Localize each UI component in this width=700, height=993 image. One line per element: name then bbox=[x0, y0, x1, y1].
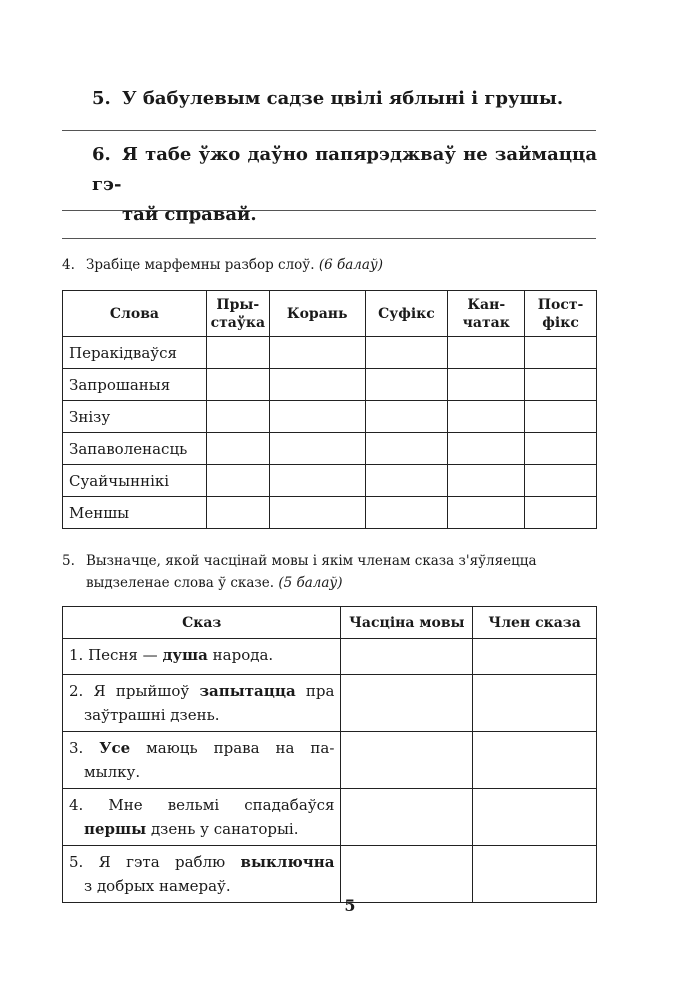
table-row bbox=[63, 401, 597, 433]
table-row bbox=[63, 497, 597, 529]
table-row bbox=[63, 846, 597, 903]
header-root: Корань bbox=[269, 291, 365, 337]
answer-cell[interactable] bbox=[269, 369, 365, 401]
text: 5. Я гэта раблю bbox=[69, 853, 241, 871]
text: 3. bbox=[69, 739, 100, 757]
answer-cell[interactable] bbox=[365, 401, 448, 433]
table-row bbox=[63, 732, 597, 789]
answer-cell[interactable] bbox=[448, 337, 525, 369]
header-postfix: Пост- фікс bbox=[525, 291, 597, 337]
task-text: Зрабіце марфемны разбор слоў. bbox=[86, 257, 315, 273]
header-ending: Кан- чатак bbox=[448, 291, 525, 337]
answer-cell[interactable] bbox=[473, 639, 597, 675]
sentence-cell bbox=[63, 846, 341, 903]
answer-cell[interactable] bbox=[341, 639, 473, 675]
task-number: 5. bbox=[62, 553, 75, 569]
answer-cell[interactable] bbox=[473, 846, 597, 903]
answer-cell[interactable] bbox=[341, 846, 473, 903]
text: народа. bbox=[207, 646, 274, 664]
answer-line[interactable] bbox=[62, 238, 596, 239]
answer-cell[interactable] bbox=[269, 465, 365, 497]
task-number: 4. bbox=[62, 257, 75, 273]
sentence-text-line2: тай справай. bbox=[122, 204, 257, 225]
sentence-5 bbox=[92, 84, 597, 114]
answer-cell[interactable] bbox=[448, 369, 525, 401]
sentence-6 bbox=[92, 140, 597, 230]
page-number: 5 bbox=[344, 896, 356, 915]
answer-cell[interactable] bbox=[365, 337, 448, 369]
task-points: (5 балаў) bbox=[278, 575, 343, 591]
header-sentence-member: Член сказа bbox=[473, 607, 597, 639]
morpheme-table bbox=[62, 290, 597, 529]
answer-cell[interactable] bbox=[448, 433, 525, 465]
sentence-number: 5. bbox=[92, 88, 111, 109]
answer-cell[interactable] bbox=[341, 789, 473, 846]
sentence-cell bbox=[63, 639, 341, 675]
answer-cell[interactable] bbox=[473, 675, 597, 732]
table-row bbox=[63, 675, 597, 732]
answer-cell[interactable] bbox=[525, 497, 597, 529]
answer-line[interactable] bbox=[62, 130, 596, 131]
answer-cell[interactable] bbox=[269, 337, 365, 369]
answer-cell[interactable] bbox=[448, 401, 525, 433]
header-word: Слова bbox=[63, 291, 207, 337]
answer-cell[interactable] bbox=[269, 433, 365, 465]
answer-cell[interactable] bbox=[341, 675, 473, 732]
answer-cell[interactable] bbox=[473, 732, 597, 789]
header-part-of-speech: Часціна мовы bbox=[341, 607, 473, 639]
table-row bbox=[63, 465, 597, 497]
word-cell: Запрошаныя bbox=[63, 369, 207, 401]
answer-cell[interactable] bbox=[365, 465, 448, 497]
highlighted-word: запытацца bbox=[199, 682, 296, 700]
sentence-cell bbox=[63, 732, 341, 789]
task-text-line1: Вызначце, якой часцінай мовы і якім членам сказа з'яўляецца bbox=[86, 553, 537, 569]
answer-cell[interactable] bbox=[341, 732, 473, 789]
answer-cell[interactable] bbox=[206, 401, 269, 433]
header-prefix: Пры- стаўка bbox=[206, 291, 269, 337]
table-row bbox=[63, 789, 597, 846]
table-row bbox=[63, 433, 597, 465]
table-header-row bbox=[63, 607, 597, 639]
table-row bbox=[63, 337, 597, 369]
answer-cell[interactable] bbox=[206, 433, 269, 465]
word-cell: Запаволенасць bbox=[63, 433, 207, 465]
answer-line[interactable] bbox=[62, 210, 596, 211]
text: з добрых намераў. bbox=[84, 877, 231, 895]
sentence-text-line1: Я табе ўжо даўно папярэджваў не займацца гэ- bbox=[92, 144, 597, 195]
task-5-prompt bbox=[62, 550, 602, 594]
answer-cell[interactable] bbox=[206, 465, 269, 497]
highlighted-word: Усе bbox=[99, 739, 131, 757]
sentence-text: У бабулевым садзе цвілі яблыні і грушы. bbox=[122, 88, 564, 109]
table-row bbox=[63, 369, 597, 401]
text: дзень у санаторыі. bbox=[146, 820, 299, 838]
answer-cell[interactable] bbox=[525, 337, 597, 369]
answer-cell[interactable] bbox=[525, 433, 597, 465]
answer-cell[interactable] bbox=[525, 465, 597, 497]
text: 4. Мне вельмі спадабаўся bbox=[69, 796, 335, 814]
task-points: (6 балаў) bbox=[318, 257, 384, 273]
task-text-line2: выдзеленае слова ў сказе. bbox=[86, 575, 275, 591]
word-cell: Перакідваўся bbox=[63, 337, 207, 369]
answer-cell[interactable] bbox=[525, 401, 597, 433]
word-cell: Меншы bbox=[63, 497, 207, 529]
text: маюць права на па- bbox=[130, 739, 335, 757]
header-sentence: Сказ bbox=[63, 607, 341, 639]
text: заўтрашні дзень. bbox=[84, 706, 220, 724]
answer-cell[interactable] bbox=[365, 497, 448, 529]
highlighted-word: першы bbox=[84, 820, 147, 838]
answer-cell[interactable] bbox=[206, 369, 269, 401]
answer-cell[interactable] bbox=[473, 789, 597, 846]
text: пра bbox=[295, 682, 335, 700]
header-suffix: Суфікс bbox=[365, 291, 448, 337]
answer-cell[interactable] bbox=[365, 369, 448, 401]
sentence-cell bbox=[63, 675, 341, 732]
answer-cell[interactable] bbox=[206, 497, 269, 529]
text: мылку. bbox=[84, 763, 141, 781]
word-cell: Суайчыннікі bbox=[63, 465, 207, 497]
answer-cell[interactable] bbox=[448, 497, 525, 529]
highlighted-word: душа bbox=[162, 646, 208, 664]
answer-cell[interactable] bbox=[448, 465, 525, 497]
answer-cell[interactable] bbox=[269, 401, 365, 433]
sentence-cell bbox=[63, 789, 341, 846]
table-row bbox=[63, 639, 597, 675]
answer-cell[interactable] bbox=[525, 369, 597, 401]
text: 2. Я прыйшоў bbox=[69, 682, 200, 700]
task-4-prompt bbox=[62, 254, 602, 276]
sentence-number: 6. bbox=[92, 144, 111, 165]
answer-cell[interactable] bbox=[365, 433, 448, 465]
word-cell: Знізу bbox=[63, 401, 207, 433]
highlighted-word: выключна bbox=[240, 853, 335, 871]
table-header-row bbox=[63, 291, 597, 337]
text: 1. Песня — bbox=[69, 646, 163, 664]
answer-cell[interactable] bbox=[206, 337, 269, 369]
syntax-table bbox=[62, 606, 597, 903]
answer-cell[interactable] bbox=[269, 497, 365, 529]
